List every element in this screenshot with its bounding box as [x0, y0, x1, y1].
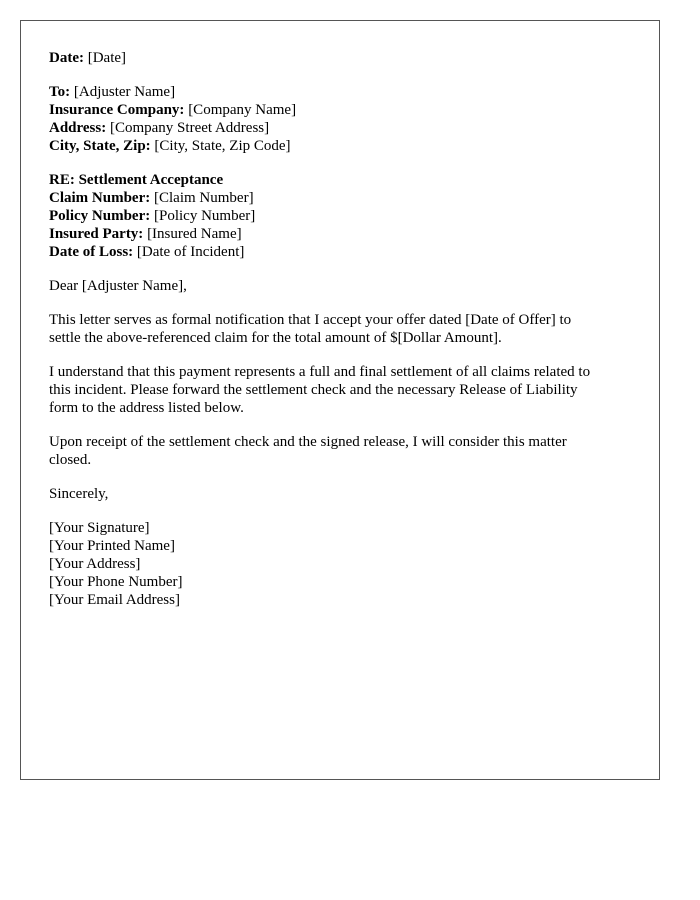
reference-block — [49, 171, 631, 261]
sender-phone: [Your Phone Number] — [49, 574, 183, 590]
policy-line — [49, 207, 631, 225]
to-value: [Adjuster Name] — [73, 84, 176, 100]
date-value: [Date] — [87, 50, 127, 66]
claim-line — [49, 189, 631, 207]
address-value: [Company Street Address] — [109, 120, 270, 136]
loss-value: [Date of Incident] — [136, 244, 245, 260]
paragraph-line: settle the above-referenced claim for the total amount of $[Dollar Amount]. — [49, 330, 502, 346]
sender-address: [Your Address] — [49, 556, 141, 572]
paragraph-line: form to the address listed below. — [49, 400, 244, 416]
claim-value: [Claim Number] — [154, 190, 254, 206]
printed-name: [Your Printed Name] — [49, 538, 175, 554]
signature-placeholder: [Your Signature] — [49, 520, 150, 536]
claim-label: Claim Number: — [49, 190, 151, 206]
paragraph-closure — [49, 433, 631, 469]
closing — [49, 485, 631, 503]
policy-value: [Policy Number] — [153, 208, 256, 224]
insured-line — [49, 225, 631, 243]
date-label: Date: — [49, 50, 84, 66]
company-value: [Company Name] — [188, 102, 297, 118]
loss-line — [49, 243, 631, 261]
recipient-block — [49, 83, 631, 155]
company-label: Insurance Company: — [49, 102, 185, 118]
address-line — [49, 119, 631, 137]
insured-value: [Insured Name] — [147, 226, 242, 242]
letter-document — [20, 20, 660, 780]
closing-text: Sincerely, — [49, 486, 109, 502]
to-label: To: — [49, 84, 71, 100]
date-block — [49, 49, 631, 67]
paragraph-line: I understand that this payment represents a full and final settlement of all claims related to — [49, 364, 591, 380]
company-line — [49, 101, 631, 119]
re-subject: RE: Settlement Acceptance — [49, 172, 224, 188]
city-value: [City, State, Zip Code] — [154, 138, 291, 154]
paragraph-line: this incident. Please forward the settlement check and the necessary Release of Liability — [49, 382, 578, 398]
paragraph-line: closed. — [49, 452, 92, 468]
sender-email: [Your Email Address] — [49, 592, 180, 608]
signature-block — [49, 519, 631, 609]
paragraph-acceptance — [49, 311, 631, 347]
to-line — [49, 83, 631, 101]
date-line — [49, 49, 631, 67]
insured-label: Insured Party: — [49, 226, 144, 242]
policy-label: Policy Number: — [49, 208, 151, 224]
paragraph-line: Upon receipt of the settlement check and the signed release, I will consider this matter — [49, 434, 567, 450]
loss-label: Date of Loss: — [49, 244, 134, 260]
address-label: Address: — [49, 120, 107, 136]
paragraph-understanding — [49, 363, 631, 417]
city-line — [49, 137, 631, 155]
paragraph-line: This letter serves as formal notification that I accept your offer dated [Date of Offer] to — [49, 312, 572, 328]
salutation-text: Dear [Adjuster Name], — [49, 278, 187, 294]
city-label: City, State, Zip: — [49, 138, 151, 154]
salutation — [49, 277, 631, 295]
